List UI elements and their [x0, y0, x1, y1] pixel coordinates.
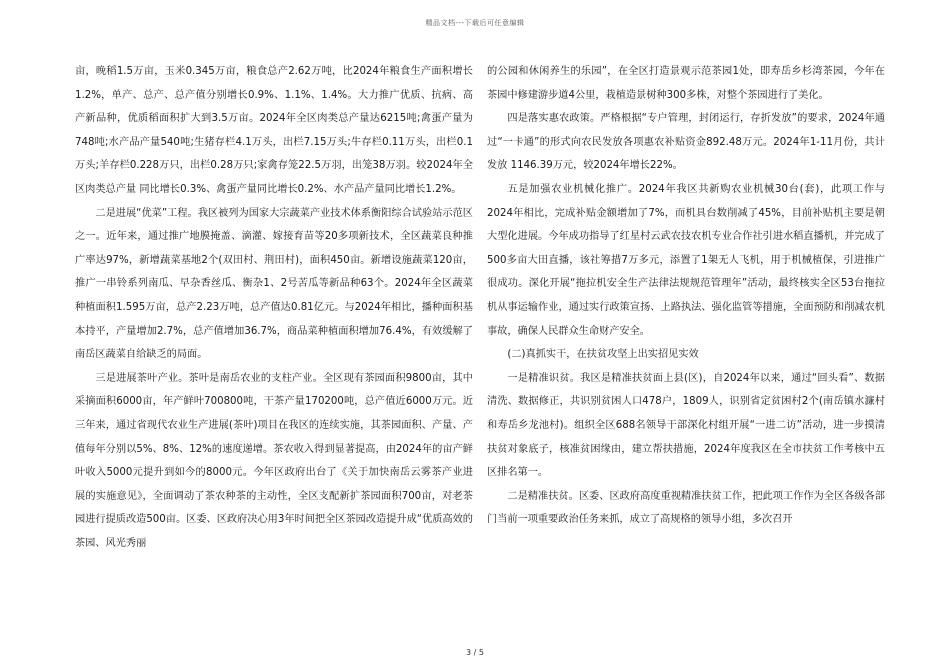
paragraph: 一是精准识贫。我区是精准扶贫面上县(区)，自2024年以来，通过“回头看”、数据清洗、数据修正，共识别贫困人口478户，1809人，识别省定贫困村2个(南岳镇水濂村和寿岳乡龙池村)。组织全区688名领导干部深化村组开展“一进二访”活动，进一步摸清扶贫对象底子，核准贫困缘由，建立帮扶措施，2024年度我区在全市扶贫工作考核中五区排名第一。 — [487, 372, 885, 479]
paragraph: 三是进展茶叶产业。茶叶是南岳农业的支柱产业。全区现有茶园面积9800亩，其中采摘面积6000亩，年产鲜叶700800吨，干茶产量170200吨，总产值近6000万元。近三年来，通过省现代农业生产进展(茶叶)项目在我区的连续实施，其茶园面积、产量、产值每年分别以5%、8%、12%的速度递增。茶农收入得到显著提高，由2024年的亩产鲜叶收入5000元提升到如今的8000元。今年区政府出台了《关于加快南岳云雾茶产业进展的实施意见》，全面调动了茶农种茶的主动性，全区支配新扩茶园面积700亩，对老茶园进行提质改造500亩。区委、区政府决心用3年时间把全区茶园改造提升成“优质高效的茶园、风光秀丽 — [75, 372, 473, 549]
right-column — [487, 60, 885, 532]
paragraph: 四是落实惠农政策。严格根据“专户管理，封闭运行，存折发放”的要求，2024年通过“一卡通”的形式向农民发放各项惠农补贴资金892.48万元。2024年1-11月份，共计发放 1146.39万元，较2024年增长22%。 — [487, 113, 885, 172]
section-heading: (二)真抓实干，在扶贫攻坚上出实招见实效 — [507, 349, 699, 361]
paragraph: 亩，晚稻1.5万亩，玉米0.345万亩，粮食总产2.62万吨，比2024年粮食生产面积增长1.2%，单产、总产、总产值分别增长0.9%、1.1%、1.4%。大力推广优质、抗病、高产新品种，优质稻面积扩大到3.5万亩。2024年全区肉类总产量达6215吨;禽蛋产量为748吨;水产品产量540吨;生猪存栏4.1万头，出栏7.15万头;牛存栏0.11万头，出栏0.1万头;羊存栏0.228万只，出栏0.28万只;家禽存笼22.5万羽，出笼38万羽。较2024年全区肉类总产量 同比增长0.3%、禽蛋产量同比增长0.2%、水产品产量同比增长1.2%。 — [75, 66, 473, 195]
page-header: 精品文档---下载后可任意编辑 — [425, 19, 525, 27]
paragraph: 二是精准扶贫。区委、区政府高度重视精准扶贫工作，把此项工作作为全区各级各部门当前一项重要政治任务来抓，成立了高规格的领导小组，多次召开 — [487, 490, 885, 526]
page-number: 3 / 5 — [466, 648, 484, 657]
paragraph: 的公园和休闲养生的乐园”，在全区打造景观示范茶园1处，即寿岳乡杉湾茶园，今年在茶园中修建游步道4公里，栽植造景树种300多株，对整个茶园进行了美化。 — [487, 66, 885, 101]
paragraph: 五是加强农业机械化推广。2024年我区共新购农业机械30台(套)，此项工作与2024年相比，完成补贴金额增加了7%，而机具台数削减了45%，目前补贴机主要是朝大型化进展。今年成功指导了红星村云武农技农机专业合作社引进水稻直播机，并完成了500多亩大田直播，该社筹措7万多元，添置了1架无人飞机，用于机械植保，引进推广很成功。深化开展“拖拉机安全生产法律法规规范管理年”活动，最终核实全区53台拖拉机从事运输作业，通过实行政策宣扬、上路执法、强化监管等措施，全面预防和削减农机事故，确保人民群众生命财产安全。 — [487, 183, 885, 337]
paragraph: 二是进展“优菜”工程。我区被列为国家大宗蔬菜产业技术体系衡阳综合试验站示范区之一。近年来，通过推广地膜掩盖、滴灌、嫁接育苗等20多项新技术，全区蔬菜良种推广率达97%，新增蔬菜基地2个(双田村、荆田村)，面积450亩。新增设施蔬菜120亩，推广一串铃系列南瓜、早杂香丝瓜、衡杂1、2号苦瓜等新品种63个。2024年全区蔬菜种植面积1.595万亩，总产2.23万吨，总产值达0.81亿元。与2024年相比，播种面积基本持平，产量增加2.7%，总产值增加36.7%，商品菜种植面积增加76.4%，有效缓解了南岳区蔬菜自给缺乏的局面。 — [75, 207, 473, 361]
left-column — [75, 60, 473, 555]
